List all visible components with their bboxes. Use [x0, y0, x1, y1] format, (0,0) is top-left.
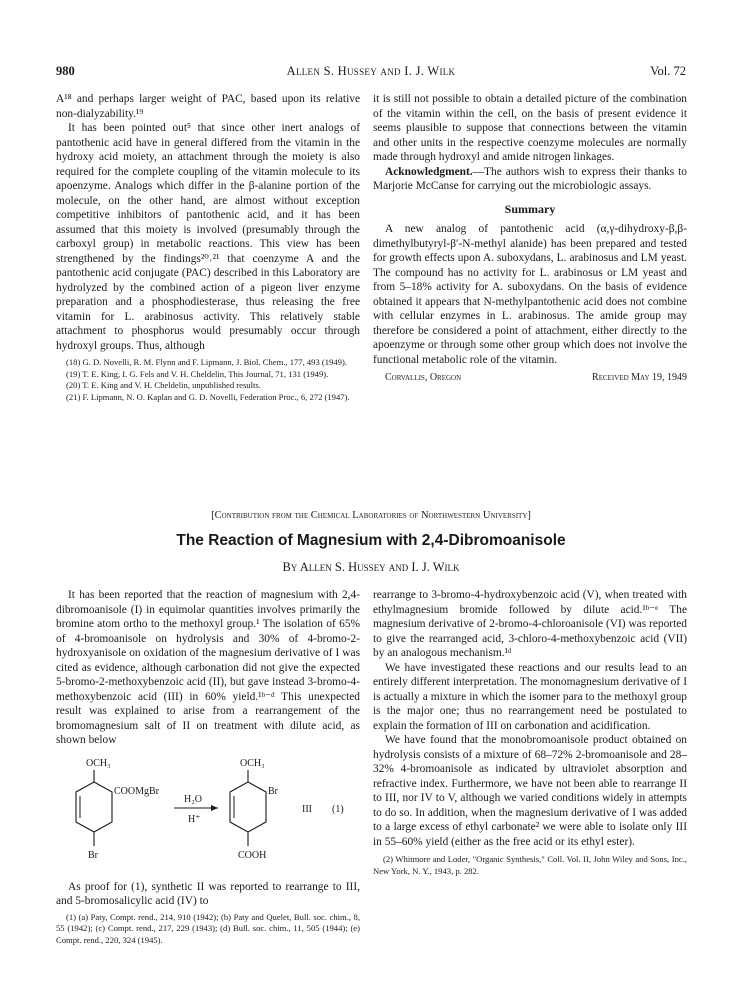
paragraph: We have investigated these reactions and our results lead to an entirely different interpretation. The monomagnesium derivative of I is actually a mixture in which the isomer para to the methoxyl group is the major one; thus no rearrangement need be postulated to explain the formation of III on carbonation and acidification.: [373, 661, 687, 732]
page-number: 980: [56, 64, 75, 78]
contribution-line: [Contribution from the Chemical Laboratories of Northwestern University]: [211, 510, 531, 521]
right-column-bottom: [373, 588, 687, 877]
received-date: Received May 19, 1949: [592, 372, 687, 383]
paragraph: We have found that the monobromoanisole product obtained on hydrolysis consists of a mixture of 68–72% 2-bromoanisole and 28–32% 4-bromoanisole as indicated by ultraviolet absorption and refractive index. Furthermore, we have not been able to rearrange II to III, nor IV to V, although we varied conditions widely in attempts to do so. In addition, when the magnesium derivative of I was added to a large excess of ethyl carbonate² we were able to isolate only III in 55–60% yield (either as the free acid or its ethyl ester).: [373, 734, 687, 848]
left-column-bottom: [56, 588, 360, 946]
scheme-reagent-above: H₂O: [184, 793, 202, 805]
summary-text: A new analog of pantothenic acid (α,γ-dihydroxy-β,β-dimethylbutyryl-β′-N-methyl alanide) has been prepared and tested for growth effects upon A. suboxydans, L. arabinosus and LM yeast. The compound has no activity for L. arabinosus or LM yeast and from 5–18% activity for A. suboxydans. On the basis of evidence obtained it appears that N-methylpantothenic acid does not combine with cellular enzymes in L. arabinosus. The amide group may therefore be considered a point of attachment, either directly to the apoenzyme or through some other group which does not involve the functional metabolic role of the vitamin.: [373, 223, 687, 366]
acknowledgment: [373, 165, 687, 194]
paragraph: As proof for (1), synthetic II was reported to rearrange to III, and 5-bromosalicylic acid (IV) to: [56, 880, 360, 907]
footnote: (20) T. E. King and V. H. Cheldelin, unpublished results.: [66, 380, 261, 390]
footnotes: [56, 912, 360, 947]
running-head-authors: Allen S. Hussey and I. J. Wilk: [286, 64, 456, 78]
volume-label: Vol. 72: [650, 64, 686, 78]
footnote: (21) F. Lipmann, N. O. Kaplan and G. D. Novelli, Federation Proc., 6, 272 (1947).: [66, 391, 350, 402]
reaction-scheme: [56, 750, 360, 878]
footnote: (19) T. E. King, I. G. Fels and V. H. Cheldelin, This Journal, 71, 131 (1949).: [66, 368, 329, 379]
paragraph: A¹⁸ and perhaps larger weight of PAC, based upon its relative non-dialyzability.¹⁹: [56, 93, 360, 120]
acknowledgment-text: —The authors wish to express their thanks to Marjorie McCanse for carrying out the microbiologic assays.: [373, 165, 687, 192]
footnotes: [56, 357, 360, 403]
paragraph: It has been pointed out⁵ that since other inert analogs of pantothenic acid have in general differed from the vitamin in the hydroxy acid moiety, an attachment through the moiety is also required for the complete coupling of the vitamin molecule to its apoenzyme. Analogs which differ in the β-alanine portion of the molecule, on the other hand, are almost without exception competitive inhibitors of pantothenic acid, and it has been assumed that this moiety is involved (presumably through the carboxyl group) in metabolic reactions. This view has been strengthened by the findings²⁰˒²¹ that coenzyme A and the pantothenic acid conjugate (PAC) described in this Laboratory are hydrolyzed by the combined action of a pigeon liver enzyme preparation and a phosphodiesterase, thus releasing the free vitamin for L. arabinosus activity. This relatively stable attachment to phosphorus would presumably occur through hydroxyl groups. Thus, although: [56, 122, 360, 352]
scheme-left-och3: OCH₃: [86, 757, 111, 769]
location: Corvallis, Oregon: [385, 372, 462, 383]
signature-line: [373, 371, 687, 385]
paragraph: it is still not possible to obtain a detailed picture of the combination of the vitamin within the cell, on the basis of present evidence it seems plausible to suppose that connections between the vitamin and other units in the respective coenzyme molecules are normally made through hydroxyl and amide nitrogen linkages.: [373, 93, 687, 163]
scheme-left-br: Br: [88, 849, 98, 861]
acknowledgment-label: Acknowledgment.: [385, 165, 473, 178]
footnote: (18) G. D. Novelli, R. M. Flynn and F. Lipmann, J. Biol. Chem., 177, 493 (1949).: [66, 357, 347, 367]
paragraph: It has been reported that the reaction of magnesium with 2,4-dibromoanisole (I) in equimolar quantities involves primarily the bromine atom ortho to the methoxyl group.¹ The isolation of 65% of 4-bromoanisole on hydrolysis and 30% of 4-bromo-2-hydroxyanisole on oxidation of the magnesium derivative of I was cited as evidence, although carbonation did not give the expected 5-bromo-2-methoxybenzoic acid (II), but gave instead 3-bromo-4-methoxybenzoic acid (III) in 60% yield.¹ᵇ⁻ᵈ This unexpected result was explained to arise from a rearrangement of the bromomagnesium salt of II on treatment with dilute acid, as shown below: [56, 589, 360, 746]
scheme-reagent-below: H⁺: [188, 813, 201, 825]
footnote: (1) (a) Paty, Compt. rend., 214, 910 (1942); (b) Paty and Quelet, Bull. soc. chim., 8, 55 (1942); (c) Compt. rend., 217, 229 (1943); (d) Bull. soc. chim., 11, 505 (1944); (e) Compt. rend., 220, 324 (1945).: [56, 911, 360, 945]
left-column-top: [56, 92, 360, 403]
scheme-right-och3: OCH₃: [240, 757, 265, 769]
scheme-right-br: Br: [268, 785, 278, 797]
scheme-right-cooh: COOH: [238, 849, 267, 861]
scheme-product: III: [302, 803, 312, 815]
footnotes: [373, 854, 687, 877]
benzene-ring-left: [76, 782, 112, 832]
footnote: (2) Whitmore and Loder, "Organic Synthesis," Coll. Vol. II, John Wiley and Sons, Inc., New York, N. Y., 1943, p. 282.: [373, 854, 687, 876]
right-column-top: [373, 92, 687, 385]
summary-heading: Summary: [504, 201, 556, 216]
scheme-left-substituent: COOMgBr: [114, 785, 160, 797]
byline: By Allen S. Hussey and I. J. Wilk: [282, 560, 460, 574]
equation-number: (1): [332, 803, 344, 815]
paragraph: rearrange to 3-bromo-4-hydroxybenzoic acid (V), when treated with ethylmagnesium bromide followed by dilute acid.¹ᵇ⁻ᵉ The magnesium derivative of 2-bromo-4-chloroanisole (VI) was reported to give the rearranged acid, 3-chloro-4-methoxybenzoic acid (VII) by an analogous mechanism.¹ᵈ: [373, 589, 687, 659]
benzene-ring-right: [230, 782, 266, 832]
article-title: The Reaction of Magnesium with 2,4-Dibromoanisole: [176, 532, 566, 549]
running-head: [56, 64, 686, 80]
